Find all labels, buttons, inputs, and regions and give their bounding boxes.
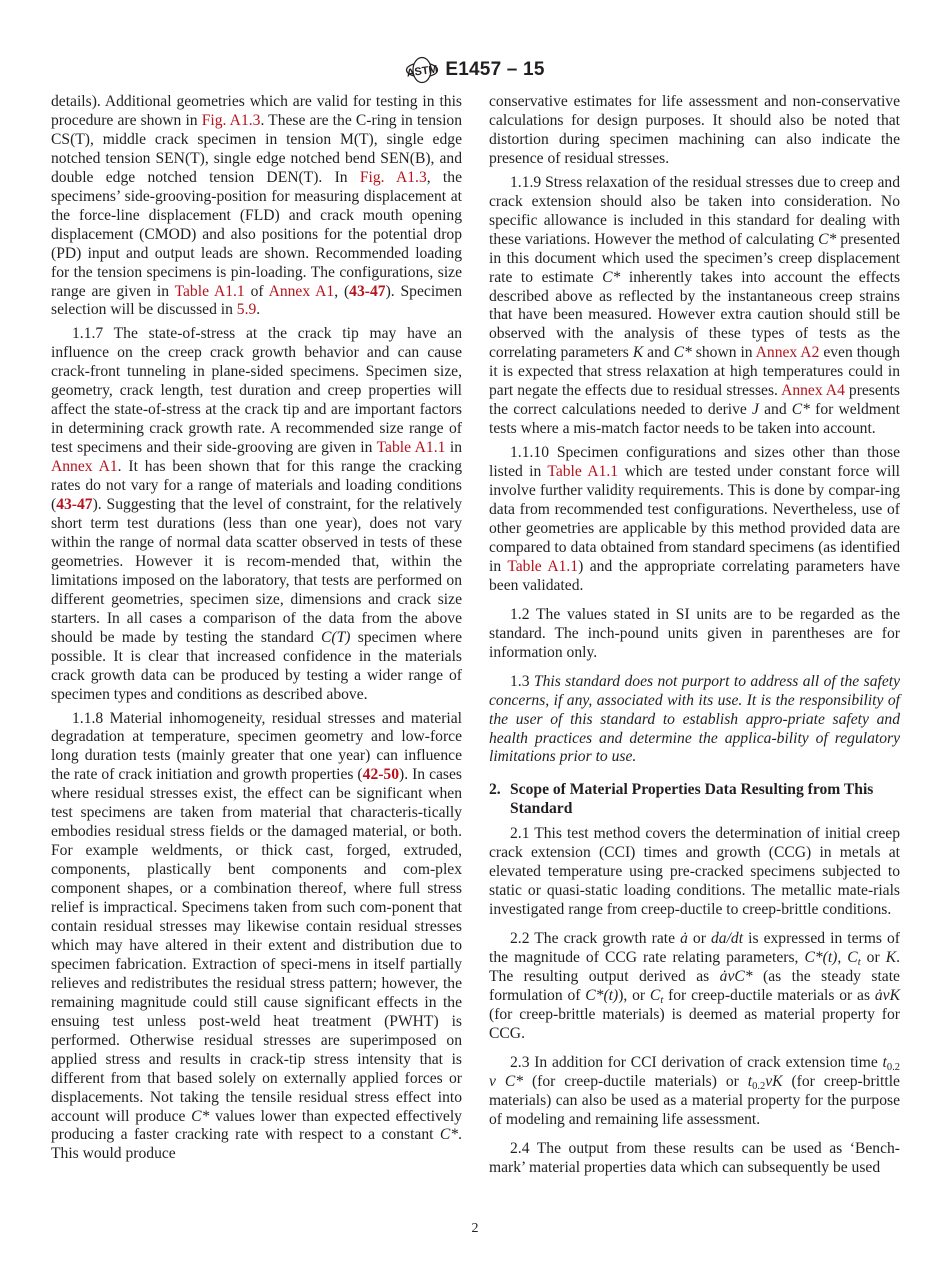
paragraph-1-1-6-continued: details). Additional geometries which are valid for testing in this procedure are shown in Fig. A1.3. These are the C-ring in tension CS(T), middle crack specimen in tension M(T), single edge notched tension SEN(T), single edge notched bend SEN(B), and double edge notched tension DEN(T). In Fig. A1.3, the specimens’ side-grooving-position for measuring displacement at the force-line displacement (FLD) and crack mouth opening displacement (CMOD) and also positions for the potential drop (PD) input and output leads are shown. Recommended loading for the tension specimens is pin-loading. The configurations, size range are given in Table A1.1 of Annex A1, (43-47). Specimen selection will be discussed in 5.9. [51, 93, 463, 319]
section-2-heading: 2. Scope of Material Properties Data Resulting from This Standard [489, 781, 874, 818]
document-id: E1457 – 15 [445, 59, 545, 80]
link-fig-a1-3[interactable]: Fig. A1.3 [201, 111, 261, 129]
page-number: 2 [471, 1221, 479, 1236]
link-annex-a1[interactable]: Annex A1 [51, 458, 118, 476]
citation-42-50[interactable]: 42-50 [362, 766, 400, 784]
paragraph-1-1-9: 1.1.9 Stress relaxation of the residual stresses due to creep and crack extension should also be taken into consideration. No specific allowance is included in this standard for dealing with these variations. However the method of calculating C* presented in this document which used the specimen’s creep displacement rate to estimate C* inherently takes into account the effects described above as reflected by the instantaneous creep strains that have been measured. However extra caution should still be observed with the analysis of these types of tests as the correlating parameters K and C* shown in Annex A2 even though it is expected that stress relaxation at high temperatures could in part negate the effects due to residual stresses. Annex A4 presents the correct calculations needed to derive J and C* for weldment tests where a mis-match factor needs to be taken into account. [489, 173, 901, 438]
paragraph-2-2: 2.2 The crack growth rate ȧ or da/dt is expressed in terms of the magnitude of CCG rate relating parameters, C*(t), $C_t$ or K. The resulting output derived as ȧvC* (as the steady state formulation of C*(t)), or $C_t$ for creep-ductile materials or as ȧvK (for creep-brittle materials) is deemed as material property for CCG. [489, 930, 901, 1042]
paragraph-1-3: 1.3 This standard does not purport to address all of the safety concerns, if any, associated with its use. It is the responsibility of the user of this standard to establish appro-priate safety and health practices and determine the applica-bility of regulatory limitations prior to use. [489, 672, 900, 766]
paragraph-1-2: 1.2 The values stated in SI units are to be regarded as the standard. The inch-pound units given in parentheses are for information only. [489, 605, 900, 661]
link-annex-a2[interactable]: Annex A2 [755, 344, 820, 362]
citation-43-47[interactable]: 43-47 [56, 496, 93, 514]
link-table-a1-1[interactable]: Table A1.1 [174, 282, 245, 300]
astm-logo-icon [405, 56, 439, 84]
page-header [0, 56, 950, 84]
link-table-a1-1[interactable]: Table A1.1 [547, 463, 619, 481]
right-column [489, 93, 900, 1178]
link-section-5-9[interactable]: 5.9 [236, 301, 257, 319]
paragraph-2-4: 2.4 The output from these results can be used as ‘Bench-mark’ material properties data which can subsequently be used [489, 1139, 900, 1176]
paragraph-2-3: 2.3 In addition for CCI derivation of crack extension time $t_{0.2}$ v C* (for creep-ductile materials) or $t_{0.2}vK$ (for creep-brittle materials) can also be used as a material property for the purpose of modeling and remaining life assessment. [489, 1053, 900, 1128]
citation-43-47[interactable]: 43-47 [349, 282, 386, 300]
link-fig-a1-3[interactable]: Fig. A1.3 [359, 168, 427, 186]
svg-text:ASTM: ASTM [406, 63, 439, 80]
paragraph-1-1-8-continued: conservative estimates for life assessment and non-conservative calculations for design purposes. It should also be noted that distortion during specimen machining can also indicate the presence of residual stresses. [489, 93, 900, 167]
paragraph-1-1-10: 1.1.10 Specimen configurations and sizes other than those listed in Table A1.1 which are tested under constant force will involve further validity requirements. This is done by compar-ing data from recommended test configurations. Nevertheless, use of other geometries are applicable by this method provided data are compared to data obtained from standard specimens (as identified in Table A1.1) and the appropriate correlating parameters have been validated. [489, 444, 900, 594]
paragraph-1-1-8: 1.1.8 Material inhomogeneity, residual stresses and material degradation at temperature, specimen geometry and low-force long duration tests (mainly greater that one year) can influence the rate of crack initiation and growth properties (42-50). In cases where residual stresses exist, the effect can be significant when test specimens are taken from material that characteris-tically embodies residual stress fields or the damaged material, or both. For example weldments, or thick cast, forged, extruded, components, plastically bent components and com-plex component shapes, or a combination thereof, where full stress relief is impractical. Specimens taken from such com-ponent that contain residual stresses may likewise contain residual stresses which may have altered in their extent and distribution due to specimen fabrication. Extraction of speci-mens in itself partially relieves and redistributes the residual stress pattern; however, the remaining magnitude could still cause significant effects in the ensuing test unless post-weld heat treatment (PWHT) is performed. Otherwise residual stresses are superimposed on applied stress and results in crack-tip stress intensity that is different from that based solely on externally applied forces or displacements. Not taking the tensile residual stress effect into account will produce C* values lower than expected effectively producing a faster cracking rate with respect to a constant C*. This would produce [51, 709, 462, 1163]
paragraph-2-1: 2.1 This test method covers the determination of initial creep crack extension (CCI) times and growth (CCG) in metals at elevated temperature using pre-cracked specimens subjected to static or quasi-static loading conditions. The metallic mate-rials investigated range from creep-ductile to creep-brittle conditions. [489, 825, 900, 919]
link-annex-a1[interactable]: Annex A1 [268, 282, 335, 300]
link-annex-a4[interactable]: Annex A4 [781, 382, 845, 400]
left-column [51, 93, 462, 1164]
link-table-a1-1[interactable]: Table A1.1 [376, 439, 446, 457]
paragraph-1-1-7: 1.1.7 The state-of-stress at the crack tip may have an influence on the creep crack growth behavior and can cause crack-front tunneling in plane-sided specimens. Specimen size, geometry, crack length, test duration and creep properties will affect the state-of-stress at the crack tip and are important factors in determining crack growth rate. A recommended size range of test specimens and their side-grooving are given in Table A1.1 in Annex A1. It has been shown that for this range the cracking rates do not vary for a range of materials and loading conditions (43-47). Suggesting that the level of constraint, for the relatively short term test durations (less than one year), does not vary within the range of normal data scatter observed in tests of these geometries. However it is recom-mended that, within the limitations imposed on the laboratory, that tests are performed on different geometries, specimen size, dimensions and crack size starters. In all cases a comparison of the data from the above should be made by testing the standard C(T) specimen where possible. It is clear that increased confidence in the materials crack growth data can be produced by testing a wider range of specimen types and conditions as described above. [51, 325, 463, 703]
link-table-a1-1[interactable]: Table A1.1 [507, 557, 579, 575]
